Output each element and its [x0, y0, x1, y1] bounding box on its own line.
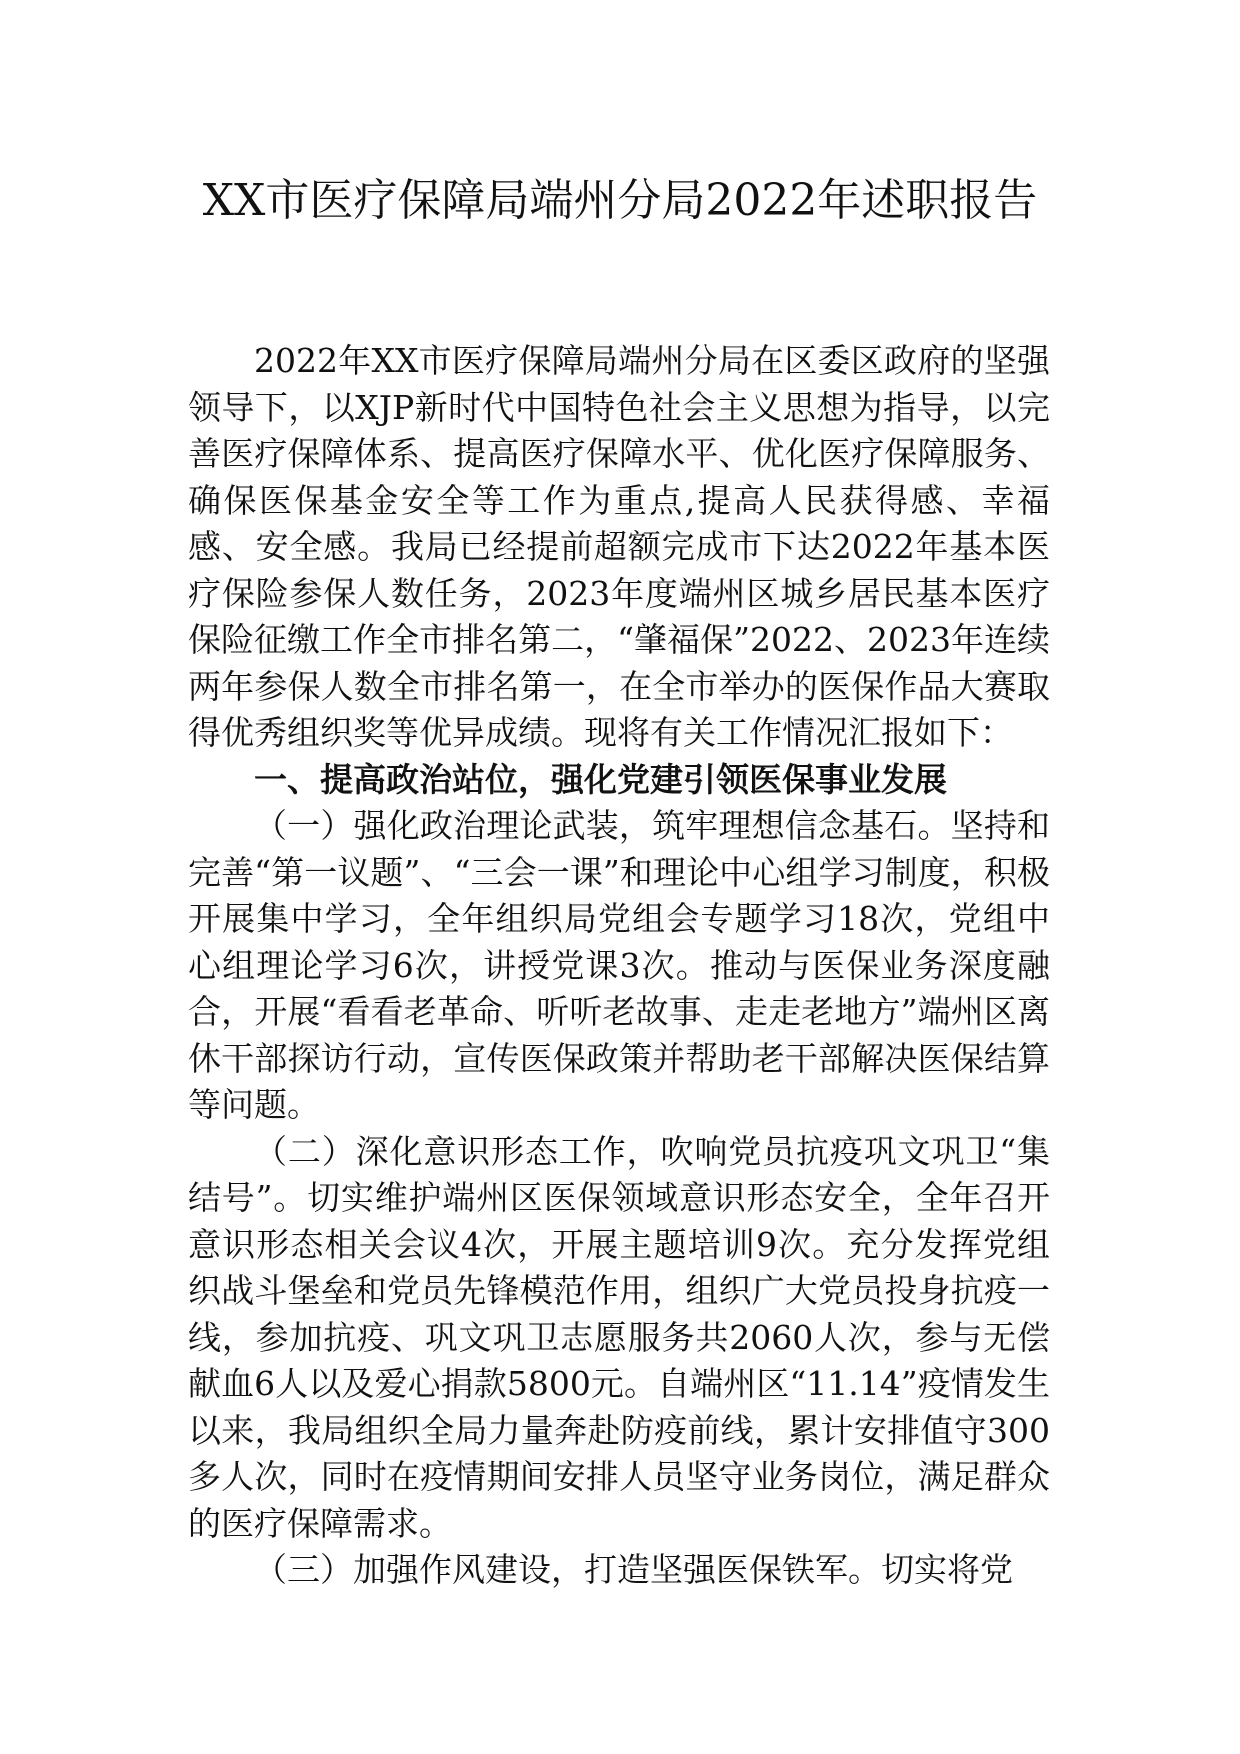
document-title: XX市医疗保障局端州分局2022年述职报告 — [202, 175, 1038, 226]
document-body — [188, 338, 1050, 1594]
subsection-paragraph-3: （三）加强作风建设，打造坚强医保铁军。切实将党 — [254, 1550, 1013, 1589]
subsection-paragraph-2: （二）深化意识形态工作，吹响党员抗疫巩文巩卫“集结号”。切实维护端州区医保领域意识形态安全，全年召开意识形态相关会议4次，开展主题培训9次。充分发挥党组织战斗堡垒和党员先锋模范作用，组织广大党员投身抗疫一线，参加抗疫、巩文巩卫志愿服务共2060人次，参与无偿献血6人以及爱心捐款5800元。自端州区“11.14”疫情发生以来，我局组织全局力量奔赴防疫前线，累计安排值守300多人次，同时在疫情期间安排人员坚守业务岗位，满足群众的医疗保障需求。 — [188, 1131, 1050, 1543]
section-heading-1: 一、提高政治站位，强化党建引领医保事业发展 — [254, 759, 947, 799]
intro-paragraph: 2022年XX市医疗保障局端州分局在区委区政府的坚强领导下，以XJP新时代中国特色社会主义思想为指导，以完善医疗保障体系、提高医疗保障水平、优化医疗保障服务、确保医保基金安全等工作为重点,提高人民获得感、幸福感、安全感。我局已经提前超额完成市下达2022年基本医疗保险参保人数任务，2023年度端州区城乡居民基本医疗保险征缴工作全市排名第二，“肇福保”2022、2023年连续两年参保人数全市排名第一，在全市举办的医保作品大赛取得优秀组织奖等优异成绩。现将有关工作情况汇报如下： — [188, 341, 1050, 752]
subsection-paragraph-1: （一）强化政治理论武装，筑牢理想信念基石。坚持和完善“第一议题”、“三会一课”和理论中心组学习制度，积极开展集中学习，全年组织局党组会专题学习18次，党组中心组理论学习6次，讲授党课3次。推动与医保业务深度融合，开展“看看老革命、听听老故事、走走老地方”端州区离休干部探访行动，宣传医保政策并帮助老干部解决医保结算等问题。 — [188, 806, 1050, 1124]
